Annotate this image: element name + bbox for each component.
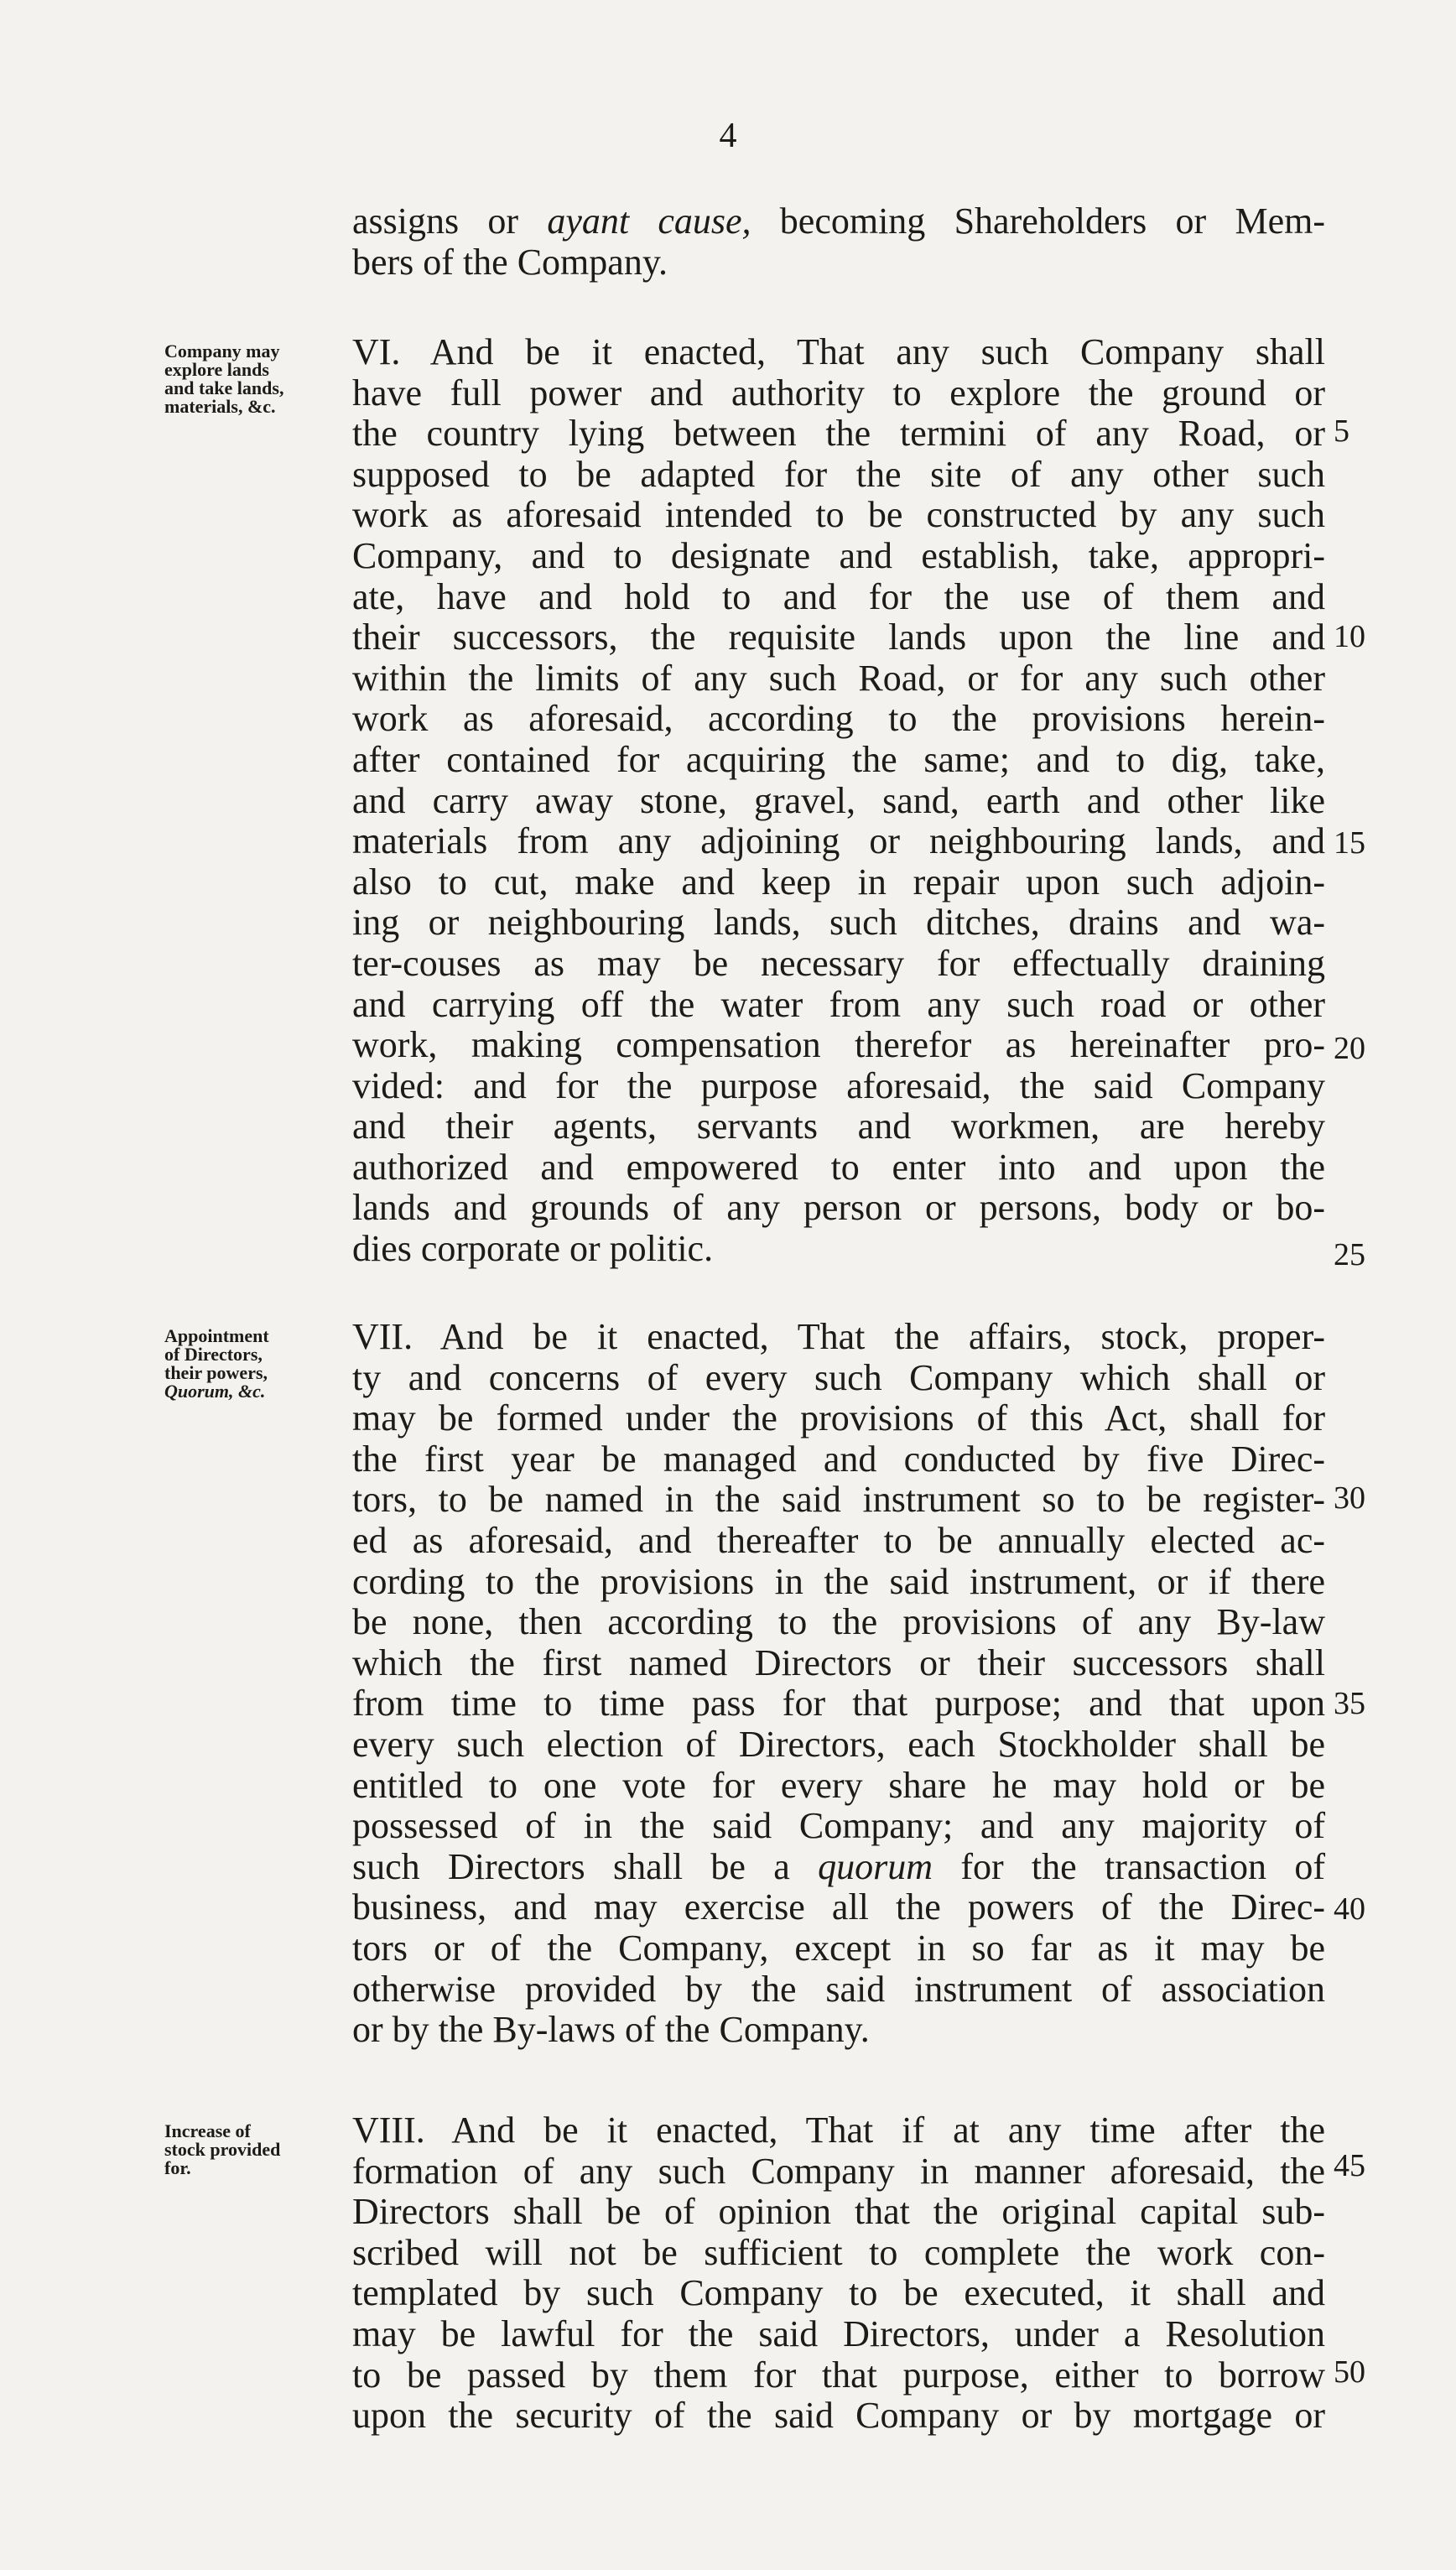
text-line: to be passed by them for that purpose, either to borrow: [352, 2354, 1325, 2396]
text-line: their successors, the requisite lands upon the line and: [352, 616, 1325, 658]
margin-note-section-vii: [164, 1327, 349, 1401]
opening-paragraph: [352, 201, 1325, 283]
text-line: VII. And be it enacted, That the affairs, stock, proper-: [352, 1316, 1325, 1357]
text-line: work, making compensation therefor as hereinafter pro-: [352, 1024, 1325, 1066]
line-number: 40: [1334, 1891, 1365, 1927]
text-line: Directors shall be of opinion that the original capital sub-: [352, 2191, 1325, 2233]
text-line: every such election of Directors, each Stockholder shall be: [352, 1723, 1325, 1765]
text-line: Company, and to designate and establish, take, appropri-: [352, 534, 1325, 576]
margin-note-line: for.: [164, 2157, 191, 2178]
line-number: 30: [1334, 1480, 1365, 1516]
text-line: cording to the provisions in the said instrument, or if there: [352, 1560, 1325, 1602]
text-line: assigns or ayant cause, becoming Shareholders or Mem-: [352, 200, 1326, 242]
text-line: templated by such Company to be executed, it shall and: [352, 2272, 1325, 2314]
text-line: be none, then according to the provisions of any By-law: [352, 1601, 1325, 1643]
text-line: and their agents, servants and workmen, are hereby: [352, 1106, 1325, 1147]
text-line: dies corporate or politic.: [352, 1228, 714, 1270]
margin-note-line: Increase of: [164, 2120, 251, 2141]
text-line: ty and concerns of every such Company which shall or: [352, 1356, 1325, 1398]
margin-note-section-vi: [164, 342, 349, 416]
line-number: 5: [1334, 414, 1349, 449]
text-line: ate, have and hold to and for the use of them and: [352, 575, 1325, 617]
text-line: entitled to one vote for every share he may hold or be: [352, 1764, 1325, 1806]
text-line: authorized and empowered to enter into and upon the: [352, 1146, 1325, 1188]
text-line: and carrying off the water from any such road or other: [352, 983, 1325, 1025]
line-number: 35: [1334, 1686, 1365, 1721]
text-line: bers of the Company.: [352, 241, 668, 283]
text-line: VIII. And be it enacted, That if at any time after the: [352, 2110, 1325, 2151]
text-line: possessed of in the said Company; and any majority of: [352, 1805, 1325, 1847]
text-line: such Directors shall be a quorum for the transaction of: [352, 1845, 1325, 1887]
text-line: have full power and authority to explore the ground or: [352, 372, 1325, 414]
margin-note-line: explore lands: [164, 359, 269, 380]
text-line: formation of any such Company in manner aforesaid, the: [352, 2150, 1325, 2192]
text-line: the country lying between the termini of any Road, or: [352, 413, 1325, 455]
text-line: may be formed under the provisions of this Act, shall for: [352, 1397, 1325, 1439]
text-line: within the limits of any such Road, or for any such other: [352, 657, 1325, 699]
line-number: 20: [1334, 1031, 1365, 1066]
section-viii-text: [352, 2110, 1325, 2437]
text-line: scribed will not be sufficient to complete the work con-: [352, 2231, 1325, 2273]
line-number: 50: [1334, 2354, 1365, 2390]
text-line: work as aforesaid, according to the provisions herein-: [352, 698, 1325, 740]
text-line: lands and grounds of any person or persons, body or bo-: [352, 1187, 1325, 1229]
text-line: may be lawful for the said Directors, under a Resolution: [352, 2312, 1325, 2354]
line-number: 10: [1334, 619, 1365, 654]
text-line: materials from any adjoining or neighbouring lands, and: [352, 820, 1325, 862]
text-line: which the first named Directors or their successors shall: [352, 1641, 1325, 1683]
page-number: 4: [719, 117, 737, 155]
margin-note-line: their powers,: [164, 1362, 268, 1383]
text-line: tors or of the Company, except in so far as it may be: [352, 1927, 1325, 1969]
text-line: upon the security of the said Company or by mortgage or: [352, 2395, 1325, 2437]
text-line: otherwise provided by the said instrument of association: [352, 1968, 1325, 2010]
text-line: business, and may exercise all the powers of the Direc-: [352, 1886, 1325, 1928]
text-line: tors, to be named in the said instrument so to be register-: [352, 1479, 1325, 1521]
margin-note-line: and take lands,: [164, 377, 284, 398]
text-line: and carry away stone, gravel, sand, earth and other like: [352, 779, 1325, 821]
section-vii-text: [352, 1317, 1325, 2051]
margin-note-section-viii: [164, 2122, 349, 2177]
text-line: after contained for acquiring the same; and to dig, take,: [352, 738, 1325, 780]
text-line: ed as aforesaid, and thereafter to be annually elected ac-: [352, 1519, 1325, 1561]
margin-note-line: Company may: [164, 341, 280, 362]
text-line: VI. And be it enacted, That any such Company shall: [352, 331, 1325, 372]
line-number: 45: [1334, 2148, 1365, 2183]
text-line: or by the By-laws of the Company.: [352, 2009, 870, 2051]
text-line: from time to time pass for that purpose; and that upon: [352, 1683, 1325, 1725]
section-vi-text: [352, 332, 1325, 1270]
text-line: ter-couses as may be necessary for effectually draining: [352, 942, 1325, 984]
text-line: supposed to be adapted for the site of any other such: [352, 453, 1325, 495]
text-line: vided: and for the purpose aforesaid, the said Company: [352, 1064, 1325, 1106]
margin-note-line: of Directors,: [164, 1344, 263, 1365]
line-number: 25: [1334, 1237, 1365, 1272]
text-line: the first year be managed and conducted by five Direc-: [352, 1438, 1325, 1480]
text-line: work as aforesaid intended to be constructed by any such: [352, 494, 1325, 536]
margin-note-line: Appointment: [164, 1325, 269, 1346]
line-number: 15: [1334, 825, 1365, 861]
margin-note-line: stock provided: [164, 2139, 281, 2160]
margin-note-line: Quorum, &c.: [164, 1381, 266, 1402]
text-line: ing or neighbouring lands, such ditches, drains and wa-: [352, 902, 1325, 944]
text-line: also to cut, make and keep in repair upon such adjoin-: [352, 861, 1325, 903]
margin-note-line: materials, &c.: [164, 396, 276, 417]
